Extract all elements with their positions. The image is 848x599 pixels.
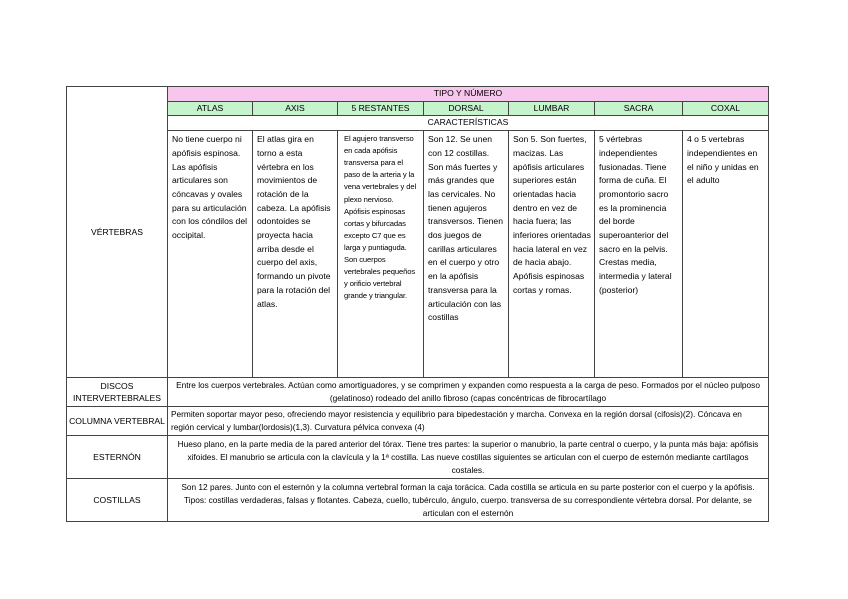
column-header-dorsal: DORSAL xyxy=(424,101,509,116)
column-header-lumbar: LUMBAR xyxy=(509,101,595,116)
column-header-sacra: SACRA xyxy=(595,101,683,116)
row-label-vertebras: VÉRTEBRAS xyxy=(67,87,168,378)
cell-discos: Entre los cuerpos vertebrales. Actúan como amortiguadores, y se comprimen y expanden como respuesta a la carga de peso. Formados por el núcleo pulposo (gelatinoso) rodeado del anillo fibroso (capas concéntricas de fibrocartílago xyxy=(168,378,769,407)
cell-dorsal: Son 12. Se unen con 12 costillas. Son más fuertes y más grandes que las cervicales. No tienen agujeros transversos. Tienen dos juegos de carillas articulares en el cuerpo y otro en la apófisis transversa para la articulación con las costillas xyxy=(424,131,509,378)
row-label-esternon: ESTERNÓN xyxy=(67,436,168,479)
cell-axis: El atlas gira en torno a esta vértebra en los movimientos de rotación de la cabeza. La apófisis odontoides se proyecta hacia arriba desde el cuerpo del axis, formando un pivote para la rotación del atlas. xyxy=(253,131,338,378)
header-caracteristicas: CARACTERÍSTICAS xyxy=(168,116,769,131)
column-header-axis: AXIS xyxy=(253,101,338,116)
anatomy-table xyxy=(66,86,769,522)
header-tipo-numero: TIPO Y NÚMERO xyxy=(168,87,769,102)
cell-costillas: Son 12 pares. Junto con el esternón y la columna vertebral forman la caja torácica. Cada costilla se articula en su parte posterior con el cuerpo y la apófisis. Tipos: costillas verdaderas, falsas y flotantes. Cabeza, cuello, tubérculo, ángulo, cuerpo. transversa de su correspondiente vértebra dorsal. Por delante, se articulan con el esternón xyxy=(168,479,769,522)
cell-lumbar: Son 5. Son fuertes, macizas. Las apófisis articulares superiores están orientadas hacia dentro en vez de hacia fuera; las inferiores orientadas hacia lateral en vez de hacia abajo. Apófisis espinosas cortas y romas. xyxy=(509,131,595,378)
cell-esternon: Hueso plano, en la parte media de la pared anterior del tórax. Tiene tres partes: la superior o manubrio, la parte central o cuerpo, y la punta más baja: apófisis xifoides. El manubrio se articula con la clavícula y la 1ª costilla. Las nueve costillas siguientes se articulan con el cuerpo de esternón mediante cartílagos costales. xyxy=(168,436,769,479)
column-header-restantes: 5 RESTANTES xyxy=(338,101,424,116)
cell-restantes: El agujero transverso en cada apófisis transversa para el paso de la arteria y la vena vertebrales y del plexo nervioso. Apófisis espinosas cortas y bifurcadas excepto C7 que es larga y puntiaguda. Son cuerpos vertebrales pequeños y orificio vertebral grande y triangular. xyxy=(338,131,424,378)
row-label-columna: COLUMNA VERTEBRAL xyxy=(67,407,168,436)
cell-sacra: 5 vértebras independientes fusionadas. Tiene forma de cuña. El promontorio sacro es la prominencia del borde superoanterior del sacro en la pelvis. Crestas media, intermedia y lateral (posterior) xyxy=(595,131,683,378)
cell-atlas: No tiene cuerpo ni apófisis espinosa. Las apófisis articulares son cóncavas y ovales para su articulación con los cóndilos del occipital. xyxy=(168,131,253,378)
column-header-coxal: COXAL xyxy=(683,101,769,116)
column-header-atlas: ATLAS xyxy=(168,101,253,116)
row-label-costillas: COSTILLAS xyxy=(67,479,168,522)
row-label-discos: DISCOS INTERVERTEBRALES xyxy=(67,378,168,407)
cell-coxal: 4 o 5 vertebras independientes en el niño y unidas en el adulto xyxy=(683,131,769,378)
cell-columna: Permiten soportar mayor peso, ofreciendo mayor resistencia y equilibrio para bipedestación y marcha. Convexa en la región dorsal (cifosis)(2). Cóncava en región cervical y lumbar(lordosis)(1,3). Curvatura pélvica convexa (4) xyxy=(168,407,769,436)
